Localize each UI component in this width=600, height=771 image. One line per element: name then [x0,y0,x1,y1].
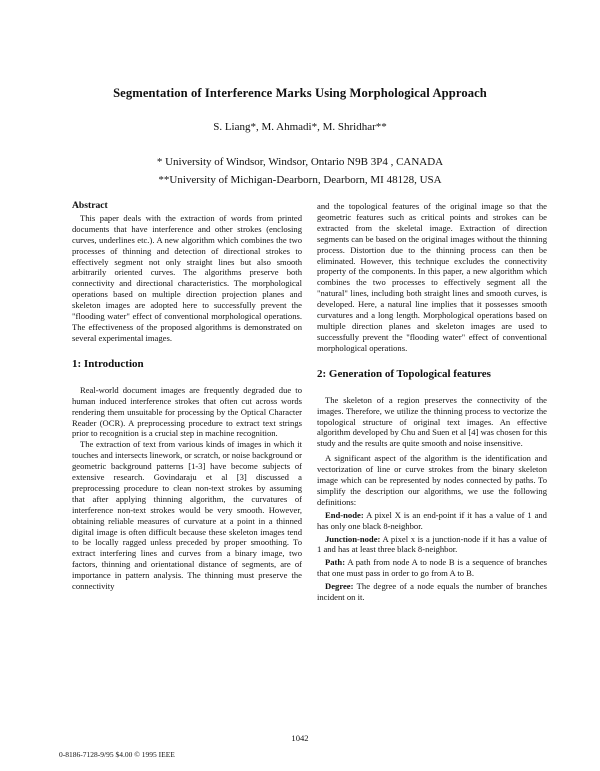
definition-path [317,557,547,579]
definition-degree [317,581,547,603]
definition-text: The degree of a node equals the number of branches incident on it. [317,581,547,603]
section2-paragraph-2: A significant aspect of the algorithm is the identification and vectorization of line or curve strokes from the binary skeleton image which can be represented by nodes connected by paths. To simplify the description our algorithms, we use the following definitions: [317,453,547,507]
definition-end-node [317,510,547,532]
definition-text: A pixel x is a junction-node if it has a value of 1 and has at least three black 8-neighbor. [317,533,547,555]
definition-term: Junction-node: [325,533,381,544]
definition-junction-node [317,534,547,556]
page-number: 1042 [291,733,309,743]
intro-paragraph-2: The extraction of text from various kinds of images in which it touches and intersects linework, or scratch, or noise background or geometric background patterns [1-3] have become subjects of extensive research. Govindaraju et al [3] discussed a preprocessing procedure to clean non-text strokes by assuming that after applying thinning algorithm, the curvatures of interference non-text strokes would be very smooth. However, obtaining reliable measures of curvature at a point in a thinned digital image is often difficult because these skeleton images tend to be locally ragged unless preceded by proper smoothing. To extract interfering lines and curves from a binary image, two factors, thinning and orientational distance of segments, are of importance in pattern analysis. The thinning must preserve the connectivity [72,439,302,592]
author-list: S. Liang*, M. Ahmadi*, M. Shridhar** [213,121,387,133]
paper-title: Segmentation of Interference Marks Using Morphological Approach [113,86,487,100]
section2-paragraph-1: The skeleton of a region preserves the connectivity of the images. Therefore, we utilize the thinning process to vectorize the topological structure of original text images. An effective algorithm developed by Chu and Suen et al [4] was chosen for this study and the results are quite smooth and noise insensitive. [317,394,547,449]
intro-paragraph-1: Real-world document images are frequently degraded due to human induced interference strokes that often cut across words rendering them unsuitable for processing by the Optical Character Reader (OCR). A preprocessing procedure to extract text strings prior to recognition is a crucial step in machine recognition. [72,384,302,439]
definition-term: Path: [325,557,346,568]
right-column [317,201,547,603]
section-heading-topological-features: 2: Generation of Topological features [317,367,491,380]
abstract-heading: Abstract [72,200,108,211]
affiliation-windsor: * University of Windsor, Windsor, Ontario N9B 3P4 , CANADA [156,156,444,168]
abstract-text: This paper deals with the extraction of words from printed documents that have interference and other strokes (enclosing curves, underlines etc.). A new algorithm which combines the two processes of thinning and detection of directional strokes to effectively segment not only straight lines but also smooth arbitrarily oriented curves. The algorithms preserve both connectivity and directional characteristics. The morphological operations based on multiple direction projection planes and skeleton images are adopted here to successfully prevent the "flooding water" effect of conventional morphological operations. The effectiveness of the proposed algorithms is demonstrated on several experimental images. [72,212,302,343]
definition-term: End-node: [325,509,364,520]
definition-term: Degree: [325,581,354,592]
left-column [72,201,302,592]
section-heading-introduction: 1: Introduction [72,357,144,370]
copyright-notice: 0-8186-7128-9/95 $4.00 © 1995 IEEE [59,750,175,759]
definition-text: A path from node A to node B is a sequence of branches that one must pass in order to go from A to B. [317,557,547,579]
definition-text: A pixel X is an end-point if it has a value of 1 and has only one black 8-neighbor. [317,509,547,531]
affiliation-michigan: **University of Michigan-Dearborn, Dearborn, MI 48128, USA [158,174,442,186]
intro-paragraph-continued: and the topological features of the original image so that the geometric features such as critical points and strokes can be extracted from the skeletal image. Extraction of direction segments can be based on the original images without the thinning process. Distortion due to the thinning process can then be eliminated. However, this technique excludes the connectivity property of the components. In this paper, a new algorithm which combines the two processes to effectively segment all the "natural" lines, including both straight lines and smooth curves, is developed. Here, a natural line implies that it possesses smooth curvatures and a long length. Morphological operations based on multiple direction planes and skeleton images are used to successfully prevent the "flooding water" effect of conventional morphological operations. [317,201,547,353]
